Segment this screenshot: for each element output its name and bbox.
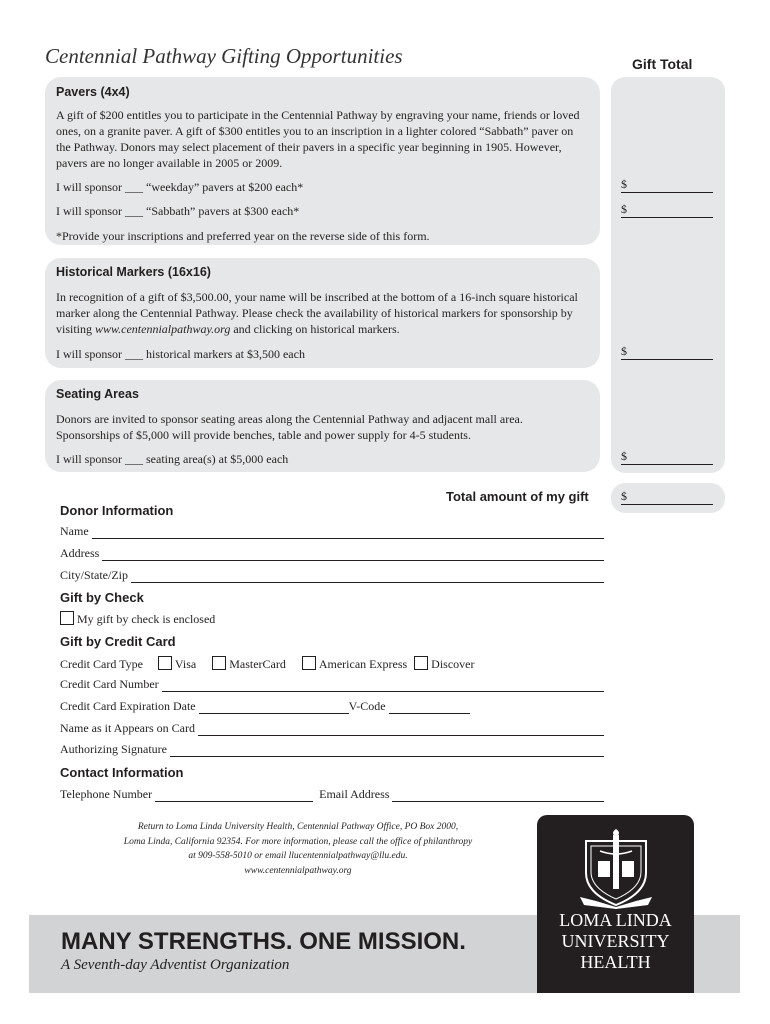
contact-row <box>60 787 604 802</box>
logo-wordmark <box>537 910 694 973</box>
markers-desc-pre: In recognition of a gift of $3,500.00, your name will be inscribed at the bottom of a 16-inch square historical marker along the Centennial Pathway. Please check the availability of historical markers for sponsorship by visiting <box>56 290 578 336</box>
mastercard-label: MasterCard <box>229 657 286 671</box>
discover-label: Discover <box>431 657 475 671</box>
address-field[interactable] <box>60 546 604 561</box>
visa-label: Visa <box>174 657 197 671</box>
return-line-2: Loma Linda, California 92354. For more information, please call the office of philanthropy <box>123 836 473 847</box>
mastercard-option[interactable] <box>212 657 286 671</box>
pavers-weekday-amount[interactable]: $ <box>621 178 713 193</box>
donor-heading: Donor Information <box>60 503 174 518</box>
markers-desc-post: and clicking on historical markers. <box>230 322 400 336</box>
seating-amount[interactable]: $ <box>621 450 713 465</box>
vcode-label: V-Code <box>348 699 386 713</box>
name-line[interactable] <box>92 526 604 539</box>
card-number-label: Credit Card Number <box>60 677 159 691</box>
contact-heading: Contact Information <box>60 765 184 780</box>
markers-amount[interactable]: $ <box>621 345 713 360</box>
markers-line: I will sponsor ___ historical markers at $3,500 each <box>56 347 305 361</box>
pavers-heading: Pavers (4x4) <box>56 85 130 99</box>
check-checkbox[interactable] <box>60 611 74 625</box>
address-line[interactable] <box>102 548 604 561</box>
check-option[interactable] <box>60 611 215 627</box>
phone-line[interactable] <box>155 789 313 802</box>
markers-description <box>56 289 596 337</box>
subtagline: A Seventh-day Adventist Organization <box>61 957 290 973</box>
card-heading: Gift by Credit Card <box>60 634 176 649</box>
vcode-line[interactable] <box>389 701 470 714</box>
return-line-1: Return to Loma Linda University Health, Centennial Pathway Office, PO Box 2000, <box>137 822 459 832</box>
logo-line-3: HEALTH <box>580 952 651 972</box>
name-label: Name <box>60 524 89 538</box>
pavers-weekday-line: I will sponsor ___ “weekday” pavers at $200 each* <box>56 180 304 194</box>
return-line-3: at 909-558-5010 or email llucentennialpathway@llu.edu. <box>188 851 408 861</box>
pavers-note: *Provide your inscriptions and preferred year on the reverse side of this form. <box>56 229 430 243</box>
mastercard-checkbox[interactable] <box>212 656 226 670</box>
name-on-card-field[interactable] <box>60 721 604 736</box>
card-type-row <box>60 656 475 672</box>
total-amount[interactable]: $ <box>621 490 713 505</box>
name-on-card-label: Name as it Appears on Card <box>60 721 195 735</box>
discover-option[interactable] <box>414 657 474 671</box>
name-on-card-line[interactable] <box>198 723 604 736</box>
expiration-line[interactable] <box>199 701 349 714</box>
total-label: Total amount of my gift <box>446 489 589 504</box>
visa-option[interactable] <box>158 657 196 671</box>
amex-checkbox[interactable] <box>302 656 316 670</box>
name-field[interactable] <box>60 524 604 539</box>
city-field[interactable] <box>60 568 604 583</box>
expiration-field[interactable] <box>60 699 470 714</box>
visa-checkbox[interactable] <box>158 656 172 670</box>
gift-total-column <box>611 77 725 473</box>
card-number-line[interactable] <box>162 679 604 692</box>
phone-label: Telephone Number <box>60 787 153 801</box>
city-label: City/State/Zip <box>60 568 128 582</box>
logo-line-1: LOMA LINDA <box>559 910 672 930</box>
card-number-field[interactable] <box>60 677 604 692</box>
page-title: Centennial Pathway Gifting Opportunities <box>45 44 403 68</box>
seating-heading: Seating Areas <box>56 387 139 401</box>
check-option-label: My gift by check is enclosed <box>77 612 216 626</box>
email-line[interactable] <box>392 789 604 802</box>
check-heading: Gift by Check <box>60 590 144 605</box>
pavers-sabbath-amount[interactable]: $ <box>621 203 713 218</box>
gift-total-header: Gift Total <box>632 56 693 72</box>
seating-description: Donors are invited to sponsor seating areas along the Centennial Pathway and adjacent mall area. Sponsorships of $5,000 will provide benches, table and power supply for 4-5 students. <box>56 412 523 442</box>
llu-logo <box>537 815 694 993</box>
pavers-sabbath-line: I will sponsor ___ “Sabbath” pavers at $300 each* <box>56 204 300 218</box>
tagline: MANY STRENGTHS. ONE MISSION. <box>61 928 466 955</box>
markers-url: www.centennialpathway.org <box>95 322 231 336</box>
card-type-label: Credit Card Type <box>60 657 143 671</box>
logo-line-2: UNIVERSITY <box>561 931 670 951</box>
amex-label: American Express <box>318 657 408 671</box>
amex-option[interactable] <box>302 657 407 671</box>
expiration-label: Credit Card Expiration Date <box>60 699 196 713</box>
signature-line[interactable] <box>170 744 604 757</box>
address-label: Address <box>60 546 100 560</box>
seating-line: I will sponsor ___ seating area(s) at $5,000 each <box>56 452 289 466</box>
markers-heading: Historical Markers (16x16) <box>56 265 211 279</box>
university-seal-icon <box>576 827 656 909</box>
pavers-description: A gift of $200 entitles you to participate in the Centennial Pathway by engraving your name, friends or loved ones, on a granite paver. A gift of $300 entitles you to an inscription in a lighter colored “Sabbath” paver on the Pathway. Donors may select placement of their pavers in a specific year beginning in 1905. However, pavers are no longer available in 2005 or 2009. <box>56 108 580 170</box>
city-line[interactable] <box>131 570 604 583</box>
email-label: Email Address <box>319 787 390 801</box>
signature-field[interactable] <box>60 742 604 757</box>
return-line-4: www.centennialpathway.org <box>244 865 352 876</box>
discover-checkbox[interactable] <box>414 656 428 670</box>
signature-label: Authorizing Signature <box>60 742 167 756</box>
return-instructions <box>60 820 536 878</box>
